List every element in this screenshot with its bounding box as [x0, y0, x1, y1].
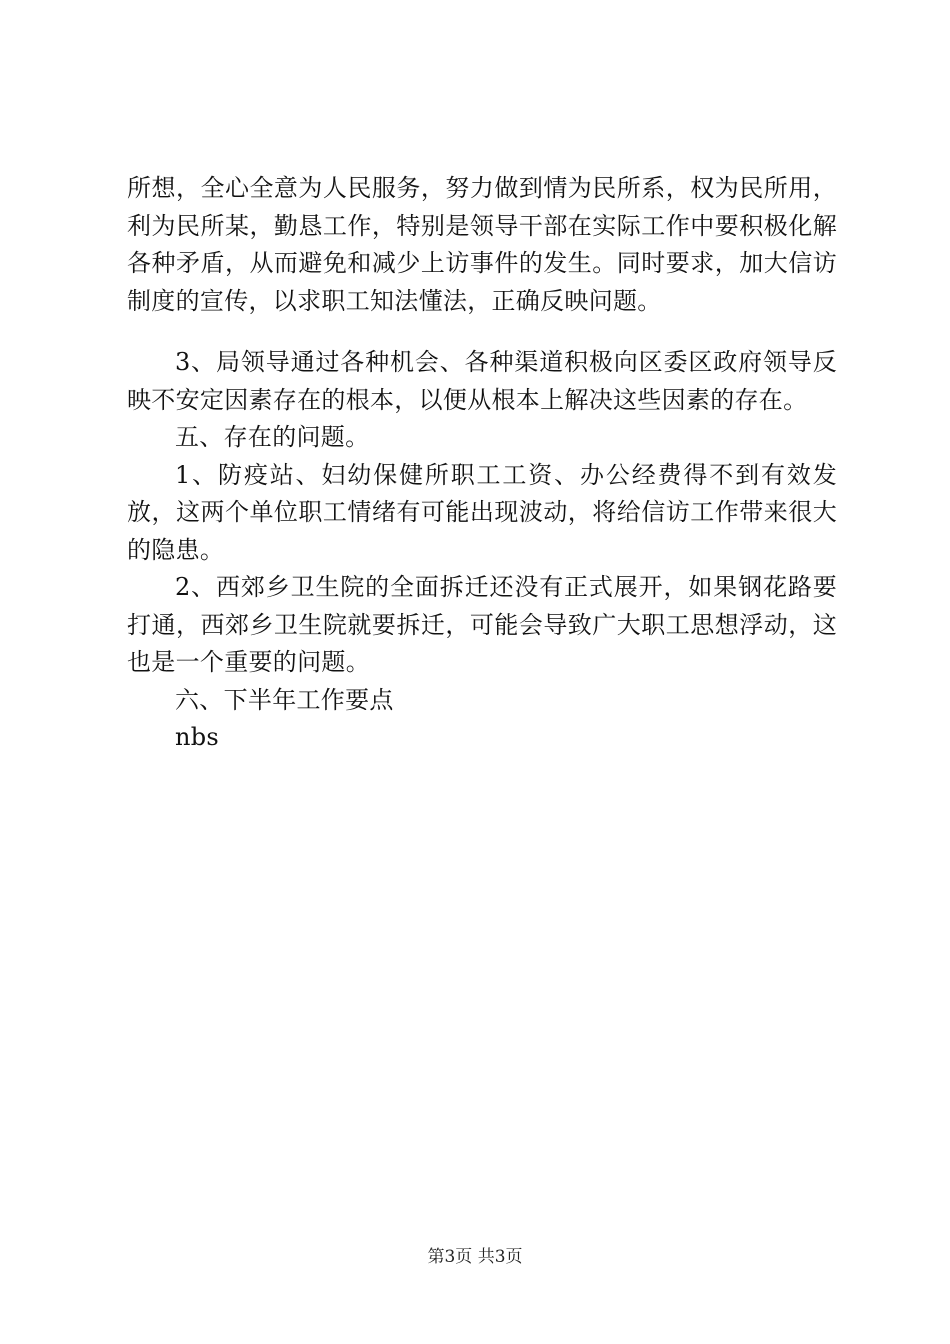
paragraph-item-3: 3、局领导通过各种机会、各种渠道积极向区委区政府领导反映不安定因素存在的根本，以便从根本上解决这些因素的存在。	[127, 348, 837, 414]
paragraph-continuation: 所想，全心全意为人民服务，努力做到情为民所系，权为民所用，利为民所某，勤恳工作，特别是领导干部在实际工作中要积极化解各种矛盾，从而避免和减少上访事件的发生。同时要求，加大信访制度的宣传，以求职工知法懂法，正确反映问题。	[127, 174, 837, 315]
truncated-text: nbs	[175, 723, 220, 751]
section-heading-problems: 五、存在的问题。	[175, 423, 370, 451]
problem-item-1: 1、防疫站、妇幼保健所职工工资、办公经费得不到有效发放，这两个单位职工情绪有可能出现波动，将给信访工作带来很大的隐患。	[127, 460, 837, 564]
problem-item-2: 2、西郊乡卫生院的全面拆迁还没有正式展开，如果钢花路要打通，西郊乡卫生院就要拆迁，可能会导致广大职工思想浮动，这也是一个重要的问题。	[127, 573, 837, 676]
paragraph-gap	[127, 320, 837, 344]
page-number-footer: 第3页 共3页	[427, 1247, 523, 1267]
section-heading-plan: 六、下半年工作要点	[175, 685, 394, 714]
document-body	[127, 170, 837, 757]
